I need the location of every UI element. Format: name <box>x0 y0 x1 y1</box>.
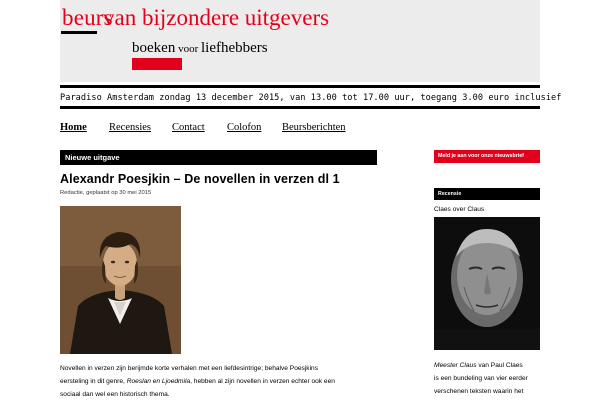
review-book-title: Meester Claus <box>434 362 477 369</box>
post-image <box>60 206 181 354</box>
post-title[interactable]: Alexandr Poesjkin – De novellen in verzen dl 1 <box>60 172 340 186</box>
divider-bottom <box>60 106 540 109</box>
review-title[interactable]: Claes over Claus <box>434 206 485 213</box>
nav-item-beursberichten[interactable]: Beursberichten <box>282 122 346 133</box>
newsletter-signup-button[interactable]: Meld je aan voor onze nieuwsbrief <box>434 150 540 163</box>
nav-item-home[interactable]: Home <box>60 122 87 133</box>
divider-top <box>60 85 540 88</box>
excerpt-line-1: Novellen in verzen zijn berijmde korte verhalen met een liefdesintrige; behalve Poesjkins <box>60 365 319 372</box>
nav-item-contact[interactable]: Contact <box>172 122 205 133</box>
post-meta: Redactie, geplaatst op 30 mei 2015 <box>60 190 152 196</box>
nav-item-recensies[interactable]: Recensies <box>109 122 151 133</box>
excerpt-line-2 <box>60 375 385 388</box>
excerpt-line-2-c: , hebben al zijn novellen in verzen echter ook een <box>190 378 335 385</box>
category-bar: Nieuwe uitgave <box>60 150 377 165</box>
review-line-3: verschenen teksten waarin het <box>434 388 524 395</box>
tagline <box>132 41 268 56</box>
excerpt-book-title: Roeslan en Ljoedmila <box>126 378 191 385</box>
logo-red-block <box>132 58 182 70</box>
review-line-1 <box>434 359 544 372</box>
sidebar-section-header: Recensie <box>434 188 540 200</box>
logo-beurs[interactable]: beurs <box>62 5 113 30</box>
excerpt-line-2-a: eersteling in dit genre, <box>60 378 127 385</box>
portrait-illustration <box>60 206 181 354</box>
logo-underline <box>61 31 97 34</box>
review-excerpt <box>434 359 544 398</box>
author-photo-illustration <box>434 217 540 350</box>
tagline-part-b: voor <box>175 43 201 55</box>
tagline-part-a: boeken <box>132 40 176 56</box>
event-info: Paradiso Amsterdam zondag 13 december 2015, van 13.00 tot 17.00 uur, toegang 3.00 euro inclusief <box>60 93 562 103</box>
review-line-2: is een bundeling van vier eerder <box>434 375 528 382</box>
tagline-part-c: liefhebbers <box>201 40 268 56</box>
nav-item-colofon[interactable]: Colofon <box>227 122 262 133</box>
excerpt-line-3: sociaal dan wel een historisch thema. <box>60 391 170 398</box>
review-image[interactable] <box>434 217 540 350</box>
review-line-1-b: van Paul Claes <box>476 362 523 369</box>
logo-title[interactable]: van bijzondere uitgevers <box>103 5 330 30</box>
post-excerpt <box>60 362 385 400</box>
